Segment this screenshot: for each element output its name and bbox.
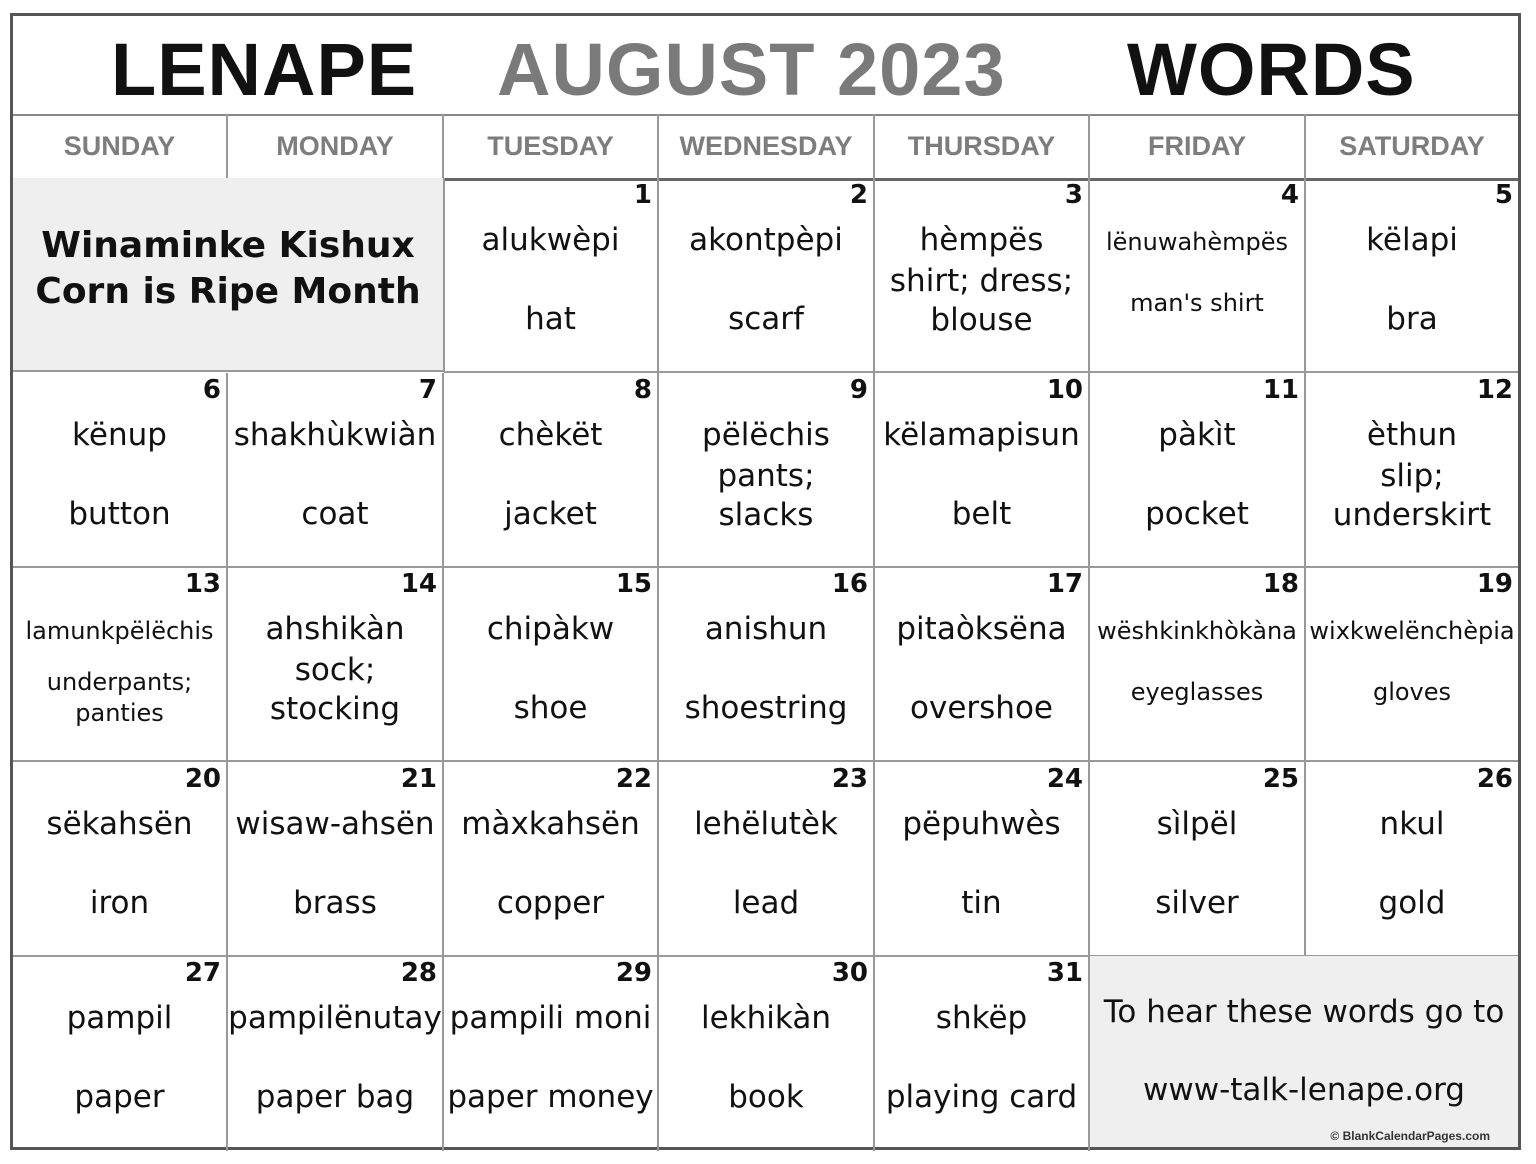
day-number: 5 <box>1494 180 1513 210</box>
english-translation: belt <box>951 496 1012 532</box>
lenape-word: pampilënutay <box>228 1000 442 1036</box>
lenape-word: shakhùkwiàn <box>233 417 437 453</box>
day-cell-26 <box>1306 762 1518 957</box>
day-cell-10 <box>875 373 1090 568</box>
day-number: 1 <box>633 180 652 210</box>
day-number: 25 <box>1262 764 1299 794</box>
day-cell-17 <box>875 567 1090 762</box>
english-translation: iron <box>89 885 150 921</box>
title-month-year: AUGUST 2023 <box>497 28 1006 111</box>
day-cell-20 <box>13 762 228 957</box>
weekday-sunday: SUNDAY <box>13 114 228 178</box>
month-name-block <box>13 178 445 372</box>
title-lenape: LENAPE <box>111 28 418 111</box>
english-translation: underpants; panties <box>46 668 193 727</box>
english-translation: overshoe <box>910 690 1053 726</box>
lenape-word: lamunkpëlëchis <box>25 617 214 645</box>
day-number: 28 <box>400 958 437 988</box>
day-number: 12 <box>1476 375 1513 405</box>
lenape-word: kënup <box>72 417 167 453</box>
day-cell-21 <box>228 762 444 957</box>
day-cell-15 <box>444 567 659 762</box>
calendar-title <box>13 16 1518 116</box>
english-translation: man's shirt <box>1130 289 1264 317</box>
english-translation: slip; underskirt <box>1332 458 1492 533</box>
english-translation: shoe <box>513 690 588 726</box>
day-number: 16 <box>831 569 868 599</box>
lenape-word: nkul <box>1379 806 1445 842</box>
lenape-word: chèkët <box>498 417 603 453</box>
lenape-word: pëlëchis <box>702 417 830 453</box>
english-translation: shirt; dress; blouse <box>889 263 1074 338</box>
day-number: 30 <box>831 958 868 988</box>
english-translation: book <box>728 1079 804 1115</box>
lenape-word: pàkìt <box>1158 417 1236 453</box>
english-translation: pants; slacks <box>717 458 815 533</box>
lenape-word: màxkahsën <box>461 806 640 842</box>
day-cell-16 <box>659 567 875 762</box>
day-cell-31 <box>875 956 1090 1151</box>
lenape-word: èthun <box>1366 417 1458 453</box>
english-translation: hat <box>525 301 576 337</box>
weekday-tuesday: TUESDAY <box>444 114 659 178</box>
english-translation: jacket <box>504 496 597 532</box>
day-number: 9 <box>849 375 868 405</box>
lenape-word: këlamapisun <box>883 417 1080 453</box>
day-cell-25 <box>1090 762 1306 957</box>
day-number: 10 <box>1046 375 1083 405</box>
title-words: WORDS <box>1127 28 1416 111</box>
english-translation: bra <box>1386 301 1438 337</box>
day-number: 29 <box>615 958 652 988</box>
english-translation: copper <box>496 885 605 921</box>
day-number: 24 <box>1046 764 1083 794</box>
footer-instruction: To hear these words go to <box>1103 994 1505 1030</box>
credit-text: © BlankCalendarPages.com <box>1330 1129 1490 1143</box>
day-number: 21 <box>400 764 437 794</box>
weekday-saturday: SATURDAY <box>1339 131 1485 161</box>
english-translation: gloves <box>1372 678 1452 706</box>
lenape-word: pitaòksëna <box>896 611 1067 647</box>
calendar-frame <box>10 13 1521 1150</box>
english-translation: scarf <box>728 301 804 337</box>
day-cell-3 <box>875 178 1090 373</box>
day-cell-2 <box>659 178 875 373</box>
day-cell-12 <box>1306 373 1518 568</box>
lenape-word: sìlpël <box>1156 806 1238 842</box>
lenape-word: wisaw-ahsën <box>235 806 435 842</box>
lenape-word: anishun <box>704 611 828 647</box>
day-cell-13 <box>13 567 228 762</box>
english-translation: shoestring <box>684 690 848 726</box>
day-cell-23 <box>659 762 875 957</box>
day-cell-14 <box>228 567 444 762</box>
english-translation: lead <box>732 885 800 921</box>
day-number: 17 <box>1046 569 1083 599</box>
lenape-word: pampili moni <box>449 1000 652 1036</box>
lenape-word: lënuwahèmpës <box>1105 228 1289 256</box>
english-translation: tin <box>961 885 1002 921</box>
lenape-word: wëshkinkhòkàna <box>1097 617 1297 645</box>
lenape-word: shkëp <box>935 1000 1028 1036</box>
lenape-word: këlapi <box>1366 222 1458 258</box>
day-cell-1 <box>444 178 659 373</box>
day-number: 8 <box>633 375 652 405</box>
lenape-word: sëkahsën <box>46 806 193 842</box>
day-number: 11 <box>1262 375 1299 405</box>
english-translation: paper bag <box>255 1079 415 1115</box>
lenape-word: chipàkw <box>486 611 615 647</box>
day-number: 15 <box>615 569 652 599</box>
weekday-header-row <box>13 114 1518 181</box>
english-translation: button <box>68 496 171 532</box>
day-cell-4 <box>1090 178 1306 373</box>
day-cell-11 <box>1090 373 1306 568</box>
day-number: 14 <box>400 569 437 599</box>
lenape-word: lehëlutèk <box>694 806 838 842</box>
english-translation: brass <box>293 885 377 921</box>
lenape-word: ahshikàn <box>265 611 405 647</box>
english-translation: paper money <box>447 1079 654 1115</box>
lenape-word: pampil <box>66 1000 173 1036</box>
day-number: 3 <box>1064 180 1083 210</box>
day-number: 13 <box>184 569 221 599</box>
day-cell-24 <box>875 762 1090 957</box>
day-number: 31 <box>1046 958 1083 988</box>
english-translation: paper <box>74 1079 165 1115</box>
day-number: 23 <box>831 764 868 794</box>
english-translation: playing card <box>885 1079 1078 1115</box>
lenape-word: lekhikàn <box>701 1000 831 1036</box>
footer-info-block <box>1090 956 1518 1147</box>
english-translation: gold <box>1378 885 1446 921</box>
day-cell-8 <box>444 373 659 568</box>
day-cell-5 <box>1306 178 1518 373</box>
weekday-monday: MONDAY <box>228 114 444 178</box>
day-cell-30 <box>659 956 875 1151</box>
day-number: 27 <box>184 958 221 988</box>
english-translation: pocket <box>1145 496 1249 532</box>
day-cell-18 <box>1090 567 1306 762</box>
day-cell-7 <box>228 373 444 568</box>
day-number: 20 <box>184 764 221 794</box>
day-cell-22 <box>444 762 659 957</box>
day-number: 7 <box>418 375 437 405</box>
footer-website: www-talk-lenape.org <box>1143 1072 1465 1108</box>
english-translation: silver <box>1155 885 1239 921</box>
calendar-grid <box>13 178 1518 1147</box>
day-cell-29 <box>444 956 659 1151</box>
english-translation: sock; stocking <box>269 652 401 727</box>
weekday-friday: FRIDAY <box>1090 114 1306 178</box>
weekday-thursday: THURSDAY <box>875 114 1090 178</box>
day-cell-9 <box>659 373 875 568</box>
day-number: 18 <box>1262 569 1299 599</box>
day-cell-27 <box>13 956 228 1151</box>
day-number: 6 <box>202 375 221 405</box>
lenape-word: hèmpës <box>919 222 1044 258</box>
lenape-word: alukwèpi <box>481 222 620 258</box>
lenape-word: pëpuhwès <box>902 806 1061 842</box>
day-number: 2 <box>849 180 868 210</box>
day-cell-19 <box>1306 567 1518 762</box>
lenape-word: akontpèpi <box>689 222 843 258</box>
day-number: 26 <box>1476 764 1513 794</box>
lenape-word: wixkwelënchèpia <box>1309 617 1515 645</box>
day-cell-6 <box>13 373 228 568</box>
day-number: 19 <box>1476 569 1513 599</box>
day-cell-28 <box>228 956 444 1151</box>
day-number: 4 <box>1280 180 1299 210</box>
day-number: 22 <box>615 764 652 794</box>
english-translation: eyeglasses <box>1130 678 1264 706</box>
weekday-wednesday: WEDNESDAY <box>659 114 875 178</box>
english-translation: coat <box>301 496 369 532</box>
month-name: Winaminke Kishux Corn is Ripe Month <box>35 225 421 312</box>
